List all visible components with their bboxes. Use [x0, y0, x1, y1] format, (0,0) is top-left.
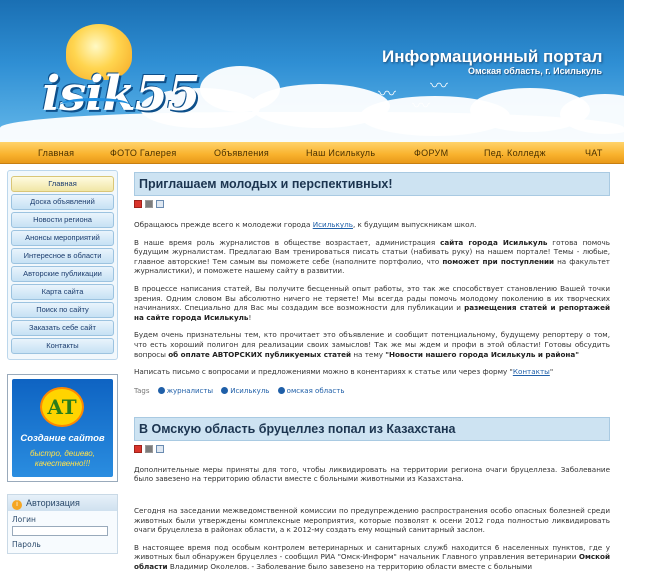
- nav-item-college[interactable]: Пед. Колледж: [484, 148, 546, 158]
- article-separator: [134, 395, 610, 417]
- article-tools: [134, 200, 610, 212]
- nav-item-forum[interactable]: ФОРУМ: [414, 148, 449, 158]
- article-tools: [134, 445, 610, 457]
- print-icon[interactable]: [145, 200, 153, 208]
- tag-link[interactable]: журналисты: [166, 386, 213, 395]
- tag-icon: [278, 387, 285, 394]
- portal-subtitle: Омская область, г. Исилькуль: [468, 66, 603, 76]
- nav-item-ads[interactable]: Объявления: [214, 148, 270, 158]
- email-icon[interactable]: [156, 445, 164, 453]
- auth-header: [8, 495, 117, 511]
- contacts-link[interactable]: Контакты: [512, 367, 550, 377]
- banner-tagline: быстро, дешево, качественно!!!: [30, 449, 95, 468]
- password-label: Пароль: [12, 540, 41, 549]
- auth-panel: [7, 494, 118, 554]
- sidebar-item-board[interactable]: Доска объявлений: [11, 194, 114, 210]
- auth-title: Авторизация: [26, 498, 80, 508]
- ad-banner[interactable]: [7, 374, 118, 482]
- site-header: [0, 0, 624, 142]
- tag-link[interactable]: Исилькуль: [230, 386, 270, 395]
- article-paragraph: Написать письмо с вопросами и предложениями можно в конентариях к статье или через форму "Контакты": [134, 367, 554, 377]
- sidebar-item-interesting[interactable]: Интересное в области: [11, 248, 114, 264]
- sidebar-item-author-posts[interactable]: Авторские публикации: [11, 266, 114, 282]
- sidebar-item-news[interactable]: Новости региона: [11, 212, 114, 228]
- sidebar: [7, 170, 118, 554]
- tags-label: Tags: [134, 386, 150, 395]
- city-link[interactable]: Исилькуль: [312, 220, 353, 229]
- tag-icon: [221, 387, 228, 394]
- article-paragraph: Дополнительные меры приняты для того, чтобы ликвидировать на территории региона очаги бруцеллеза. Заболевание было завезено на территорию области вместе с больными животными из Казахстана.: [134, 464, 610, 484]
- article-paragraph: Сегодня на заседании межведомственной комиссии по предупреждению распространения особо опасных болезней среди животных были утверждены комплексные мероприятия, которые позволят к осени 2012 года полностью ликвидировать очаги бруцеллеза в районах области, а к 2012-му создать ему мощный санитарный заслон.: [134, 505, 610, 535]
- nav-item-home[interactable]: Главная: [38, 148, 75, 158]
- seagull-icon: 〰: [378, 84, 396, 105]
- portal-title: Информационный портал: [382, 47, 603, 66]
- sidebar-item-sitemap[interactable]: Карта сайта: [11, 284, 114, 300]
- login-input[interactable]: [12, 526, 108, 536]
- banner-title: Создание сайтов: [20, 433, 105, 444]
- seagull-icon: 〰: [430, 76, 448, 97]
- sidebar-item-home[interactable]: Главная: [11, 176, 114, 192]
- print-icon[interactable]: [145, 445, 153, 453]
- sidebar-menu: [7, 170, 118, 360]
- info-icon: i: [12, 500, 22, 510]
- nav-item-chat[interactable]: ЧАТ: [585, 148, 603, 158]
- wave-icon: [60, 98, 130, 112]
- sidebar-item-search[interactable]: Поиск по сайту: [11, 302, 114, 318]
- nav-item-photo-gallery[interactable]: ФОТО Галерея: [110, 148, 177, 158]
- article-paragraph: Будем очень признательны тем, кто прочитает это объявление и сообщит потенциальному, будущему репортеру о том, что есть хороший полигон для реализации своих замыслов! Так же мы ждем и профи в этой области! Готовы обсудить вопросы об оплате АВТОРСКИХ публикуемых статей на тему "Новости нашего города Исилькуль и района": [134, 330, 610, 359]
- article-paragraph: В процессе написания статей, Вы получите бесценный опыт работы, это так же способствует становлению Вашей точки зрения. Одним словом Вы абсолютно ничего не теряете! Мы всегда рады помочь молодому поколению в их творческих начинаниях. Специально для Вас мы создадим все возможности для публикации и размещения статей и репортажей на сайте города Исилькуль!: [134, 283, 610, 322]
- article-title[interactable]: Приглашаем молодых и перспективных!: [134, 172, 610, 196]
- article-title[interactable]: В Омскую область бруцеллез попал из Казахстана: [134, 417, 610, 441]
- article-paragraph: В настоящее время под особым контролем ветеринарных и санитарных служб находится 6 населенных пунктов, где у животных был обнаружен бруцеллез - сообщил РИА "Омск-Информ" начальник Главного управления ветеринарии Омской области Владимир Околелов. - Заболевание было завезено на территорию области вместе с больными: [134, 542, 610, 571]
- article-paragraph: Обращаюсь прежде всего к молодежи города Исилькуль, к будущим выпускникам школ.: [134, 220, 477, 229]
- email-icon[interactable]: [156, 200, 164, 208]
- login-label: Логин: [12, 515, 36, 524]
- top-navigation: [0, 142, 624, 164]
- tag-icon: [158, 387, 165, 394]
- seagull-icon: 〰: [412, 96, 430, 117]
- article-paragraph: В наше время роль журналистов в обществе возрастает, администрация сайта города Исилькуль готова помочь будущим журналистам. Предлагаю Вам тренироваться писать статьи (набивать руку) на нашем портале! Темы - любые, главное авторские! Тем самым вы поможете себе (наполните портфолио, что поможет при поступлении на факультет журналистики), и поможете нашему сайту в развитии.: [134, 237, 611, 276]
- pdf-icon[interactable]: [134, 445, 142, 453]
- tag-link[interactable]: омская область: [286, 386, 345, 395]
- sidebar-item-contacts[interactable]: Контакты: [11, 338, 114, 354]
- auth-body: [8, 511, 117, 553]
- main-content: [134, 172, 610, 571]
- sidebar-item-events[interactable]: Анонсы мероприятий: [11, 230, 114, 246]
- article-tags: [134, 387, 610, 395]
- nav-item-our-city[interactable]: Наш Исилькуль: [306, 148, 376, 158]
- site-logo[interactable]: isik55: [42, 66, 200, 122]
- at-logo-icon: AT: [40, 387, 84, 427]
- sidebar-item-order-site[interactable]: Заказать себе сайт: [11, 320, 114, 336]
- pdf-icon[interactable]: [134, 200, 142, 208]
- ad-banner-inner: [12, 379, 113, 477]
